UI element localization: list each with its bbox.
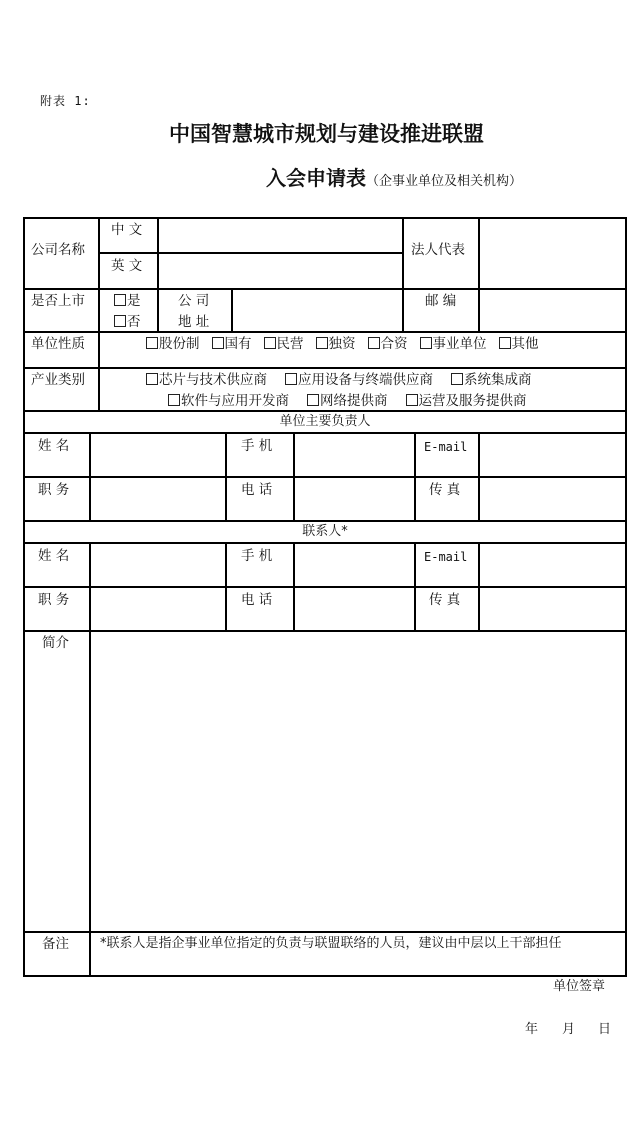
checkbox-icon[interactable]	[114, 294, 126, 306]
checkbox-icon[interactable]	[499, 337, 511, 349]
annex-label: 附表 1:	[40, 94, 91, 108]
row-divider	[23, 975, 627, 977]
listed-yes-option[interactable]: 是	[114, 293, 141, 309]
row-divider	[23, 410, 627, 412]
leader-section-title: 单位主要负责人	[279, 414, 371, 429]
row-divider	[23, 367, 627, 369]
checkbox-icon[interactable]	[168, 394, 180, 406]
intro-label: 简介	[42, 635, 69, 651]
remarks-label: 备注	[42, 936, 69, 952]
contact-fax-input[interactable]	[480, 588, 624, 629]
industry-option-network[interactable]: 网络提供商	[307, 393, 388, 409]
postcode-label: 邮 编	[425, 293, 457, 309]
address-label-line2: 地 址	[178, 314, 210, 330]
contact-position-input[interactable]	[91, 588, 224, 629]
industry-option-chip[interactable]: 芯片与技术供应商	[146, 372, 267, 388]
form-title	[266, 162, 522, 191]
page-title: 中国智慧城市规划与建设推进联盟	[169, 122, 484, 146]
intro-textarea[interactable]	[91, 632, 624, 930]
col-divider	[414, 432, 416, 520]
col-divider	[98, 331, 100, 410]
remarks-text: *联系人是指企事业单位指定的负责与联盟联络的人员，建议由中层以上干部担任	[100, 936, 562, 951]
leader-email-input[interactable]	[480, 434, 624, 475]
contact-section-title: 联系人*	[302, 524, 348, 539]
nature-option-joint-venture[interactable]: 合资	[368, 336, 408, 352]
industry-options-row2	[168, 393, 527, 409]
legal-rep-label: 法人代表	[411, 242, 465, 258]
contact-name-label: 姓 名	[38, 548, 70, 564]
contact-position-label: 职 务	[38, 592, 70, 608]
checkbox-icon[interactable]	[146, 373, 158, 385]
checkbox-icon[interactable]	[316, 337, 328, 349]
industry-option-integrator[interactable]: 系统集成商	[451, 372, 532, 388]
industry-option-software[interactable]: 软件与应用开发商	[168, 393, 289, 409]
checkbox-icon[interactable]	[212, 337, 224, 349]
leader-mobile-input[interactable]	[295, 434, 413, 475]
leader-name-label: 姓 名	[38, 438, 70, 454]
leader-phone-label: 电 话	[241, 482, 273, 498]
listed-no-option[interactable]: 否	[114, 314, 141, 330]
row-divider	[23, 331, 627, 333]
col-divider	[225, 432, 227, 520]
checkbox-icon[interactable]	[285, 373, 297, 385]
address-input[interactable]	[233, 290, 401, 330]
checkbox-icon[interactable]	[406, 394, 418, 406]
leader-mobile-label: 手 机	[241, 438, 273, 454]
year-label: 年	[525, 1022, 539, 1037]
leader-fax-label: 传 真	[429, 482, 461, 498]
day-label: 日	[598, 1022, 612, 1037]
nature-option-shareholding[interactable]: 股份制	[146, 336, 200, 352]
col-divider	[225, 542, 227, 630]
contact-email-label: E-mail	[424, 550, 468, 564]
contact-phone-label: 电 话	[241, 592, 273, 608]
leader-position-label: 职 务	[38, 482, 70, 498]
contact-phone-input[interactable]	[295, 588, 413, 629]
row-divider	[23, 520, 627, 522]
nature-label: 单位性质	[31, 336, 85, 352]
nature-option-sole-funded[interactable]: 独资	[316, 336, 356, 352]
nature-options	[146, 336, 539, 352]
col-divider	[98, 217, 100, 332]
checkbox-icon[interactable]	[146, 337, 158, 349]
industry-option-device[interactable]: 应用设备与终端供应商	[285, 372, 433, 388]
leader-fax-input[interactable]	[480, 478, 624, 519]
industry-option-operator[interactable]: 运营及服务提供商	[406, 393, 527, 409]
company-name-chinese-input[interactable]	[159, 219, 401, 251]
checkbox-icon[interactable]	[420, 337, 432, 349]
company-name-label: 公司名称	[31, 242, 85, 258]
checkbox-icon[interactable]	[264, 337, 276, 349]
company-name-english-input[interactable]	[159, 254, 401, 287]
address-label-line1: 公 司	[178, 293, 210, 309]
leader-email-label: E-mail	[424, 440, 468, 454]
postcode-input[interactable]	[480, 290, 624, 330]
month-label: 月	[562, 1022, 576, 1037]
contact-email-input[interactable]	[480, 544, 624, 585]
listed-label: 是否上市	[31, 293, 85, 309]
contact-fax-label: 传 真	[429, 592, 461, 608]
row-divider	[23, 931, 627, 933]
nature-option-private[interactable]: 民营	[264, 336, 304, 352]
chinese-label: 中 文	[111, 222, 143, 238]
checkbox-icon[interactable]	[114, 315, 126, 327]
form-title-note: （企事业单位及相关机构）	[366, 174, 523, 189]
contact-mobile-label: 手 机	[241, 548, 273, 564]
nature-option-state-owned[interactable]: 国有	[212, 336, 252, 352]
contact-name-input[interactable]	[91, 544, 224, 585]
leader-name-input[interactable]	[91, 434, 224, 475]
checkbox-icon[interactable]	[307, 394, 319, 406]
legal-rep-input[interactable]	[480, 219, 624, 287]
col-divider	[414, 542, 416, 630]
leader-position-input[interactable]	[91, 478, 224, 519]
form-title-main: 入会申请表	[266, 166, 366, 190]
leader-phone-input[interactable]	[295, 478, 413, 519]
nature-option-public-institution[interactable]: 事业单位	[420, 336, 487, 352]
contact-mobile-input[interactable]	[295, 544, 413, 585]
col-divider	[157, 288, 159, 331]
col-divider	[402, 217, 404, 332]
seal-label: 单位签章	[553, 979, 606, 994]
industry-options-row1	[146, 372, 532, 388]
nature-option-other[interactable]: 其他	[499, 336, 539, 352]
checkbox-icon[interactable]	[451, 373, 463, 385]
checkbox-icon[interactable]	[368, 337, 380, 349]
english-label: 英 文	[111, 258, 143, 274]
industry-label: 产业类别	[31, 372, 85, 388]
